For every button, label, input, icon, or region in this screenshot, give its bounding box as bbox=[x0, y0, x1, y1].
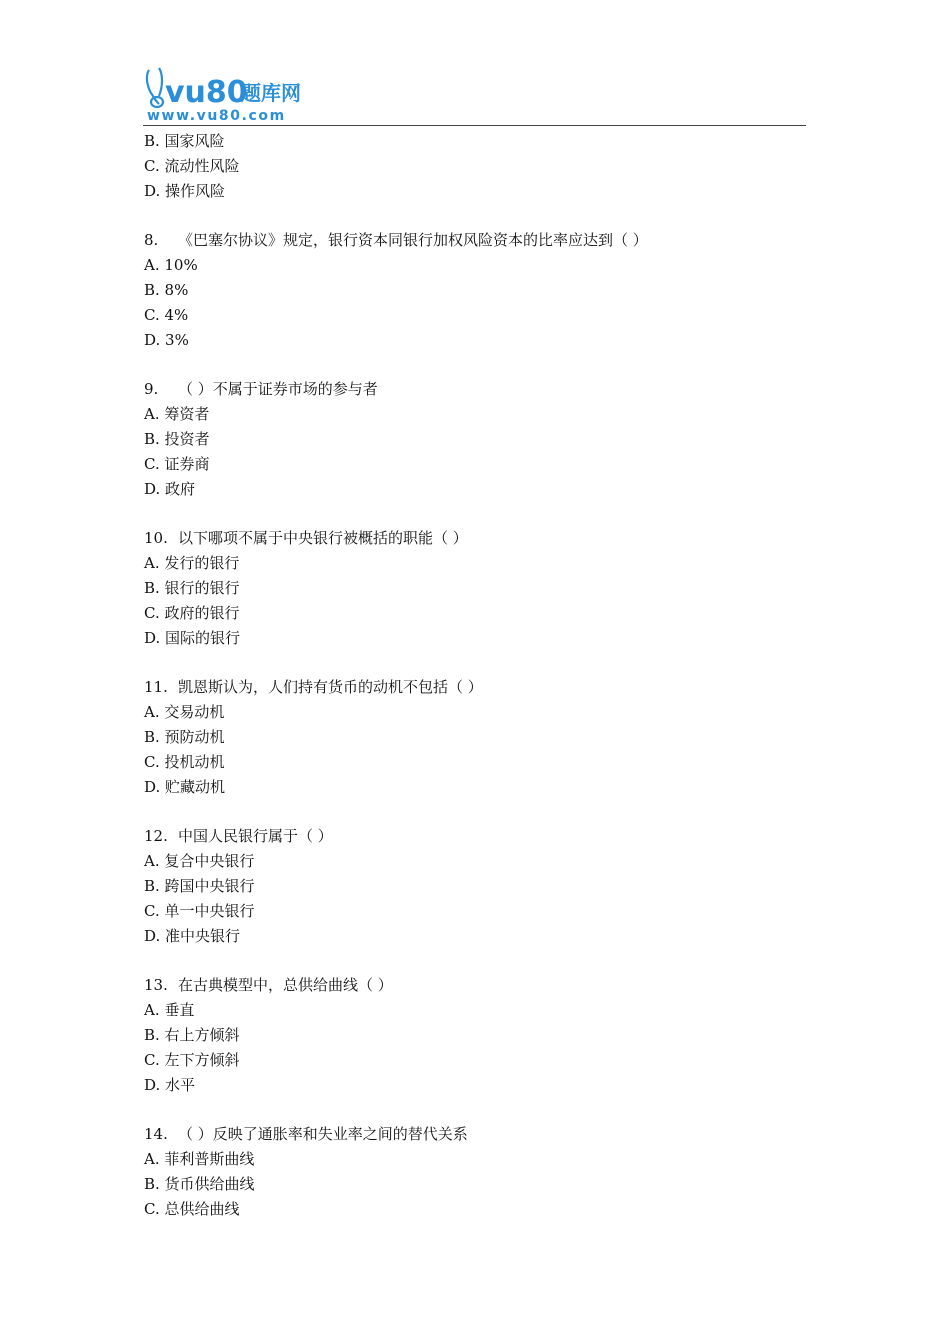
question-14 bbox=[144, 1122, 804, 1222]
question-number: 9. bbox=[144, 380, 159, 398]
option-d: D. 国际的银行 bbox=[144, 629, 241, 647]
logo-brand-text: vu80 bbox=[165, 75, 248, 110]
header-divider bbox=[143, 125, 806, 126]
question-list bbox=[144, 129, 804, 1222]
option-d: D. 水平 bbox=[144, 1076, 196, 1094]
question-number: 14. bbox=[144, 1125, 168, 1143]
option-d: D. 准中央银行 bbox=[144, 927, 241, 945]
question-11 bbox=[144, 675, 804, 800]
question-text: 凯恩斯认为，人们持有货币的动机不包括（ ） bbox=[178, 678, 483, 696]
page-header bbox=[143, 62, 806, 126]
question-text: （ ）反映了通胀率和失业率之间的替代关系 bbox=[178, 1125, 468, 1143]
question-13 bbox=[144, 973, 804, 1098]
question-number: 11. bbox=[144, 678, 168, 696]
question-12 bbox=[144, 824, 804, 949]
question-9 bbox=[144, 377, 804, 502]
option-b: B. 银行的银行 bbox=[144, 579, 240, 597]
option-a: A. 发行的银行 bbox=[144, 554, 240, 572]
option-b: B. 8% bbox=[144, 281, 189, 299]
option-b: B. 预防动机 bbox=[144, 728, 225, 746]
question-number: 13. bbox=[144, 976, 168, 994]
vu80-logo bbox=[143, 62, 343, 124]
question-number: 12. bbox=[144, 827, 168, 845]
question-stem bbox=[144, 526, 804, 551]
question-text: （ ）不属于证券市场的参与者 bbox=[178, 380, 378, 398]
question-number: 8. bbox=[144, 231, 159, 249]
option-a: A. 菲利普斯曲线 bbox=[144, 1150, 255, 1168]
option-d: D. 政府 bbox=[144, 480, 196, 498]
option-c: C. 投机动机 bbox=[144, 753, 225, 771]
option-c: C. 左下方倾斜 bbox=[144, 1051, 240, 1069]
option-c: C. 证券商 bbox=[144, 455, 210, 473]
option-b: B. 货币供给曲线 bbox=[144, 1175, 255, 1193]
option-b: B. 投资者 bbox=[144, 430, 210, 448]
option-d: D. 贮藏动机 bbox=[144, 778, 226, 796]
question-stem bbox=[144, 1122, 804, 1147]
question-stem bbox=[144, 377, 804, 402]
option-b: B. 国家风险 bbox=[144, 132, 225, 150]
bunny-ears-icon bbox=[147, 68, 163, 107]
option-d: D. 3% bbox=[144, 331, 189, 349]
question-stem bbox=[144, 973, 804, 998]
logo-url-text: www.vu80.com bbox=[147, 108, 286, 124]
question-text: 以下哪项不属于中央银行被概括的职能（ ） bbox=[178, 529, 468, 547]
question-10 bbox=[144, 526, 804, 651]
question-text: 《巴塞尔协议》规定，银行资本同银行加权风险资本的比率应达到（ ） bbox=[178, 231, 648, 249]
option-c: C. 单一中央银行 bbox=[144, 902, 255, 920]
question-stem bbox=[144, 228, 804, 253]
option-c: C. 总供给曲线 bbox=[144, 1200, 240, 1218]
option-a: A. 10% bbox=[144, 256, 198, 274]
option-d: D. 操作风险 bbox=[144, 182, 226, 200]
option-c: C. 流动性风险 bbox=[144, 157, 240, 175]
option-a: A. 交易动机 bbox=[144, 703, 225, 721]
question-8 bbox=[144, 228, 804, 353]
option-a: A. 筹资者 bbox=[144, 405, 210, 423]
question-number: 10. bbox=[144, 529, 168, 547]
question-text: 在古典模型中，总供给曲线（ ） bbox=[178, 976, 393, 994]
option-a: A. 垂直 bbox=[144, 1001, 195, 1019]
option-c: C. 政府的银行 bbox=[144, 604, 240, 622]
option-a: A. 复合中央银行 bbox=[144, 852, 255, 870]
logo-cn-text: 题库网 bbox=[241, 81, 301, 105]
question-stem bbox=[144, 824, 804, 849]
question-text: 中国人民银行属于（ ） bbox=[178, 827, 333, 845]
option-b: B. 右上方倾斜 bbox=[144, 1026, 240, 1044]
option-c: C. 4% bbox=[144, 306, 189, 324]
option-b: B. 跨国中央银行 bbox=[144, 877, 255, 895]
carryover-options bbox=[144, 129, 804, 204]
question-stem bbox=[144, 675, 804, 700]
